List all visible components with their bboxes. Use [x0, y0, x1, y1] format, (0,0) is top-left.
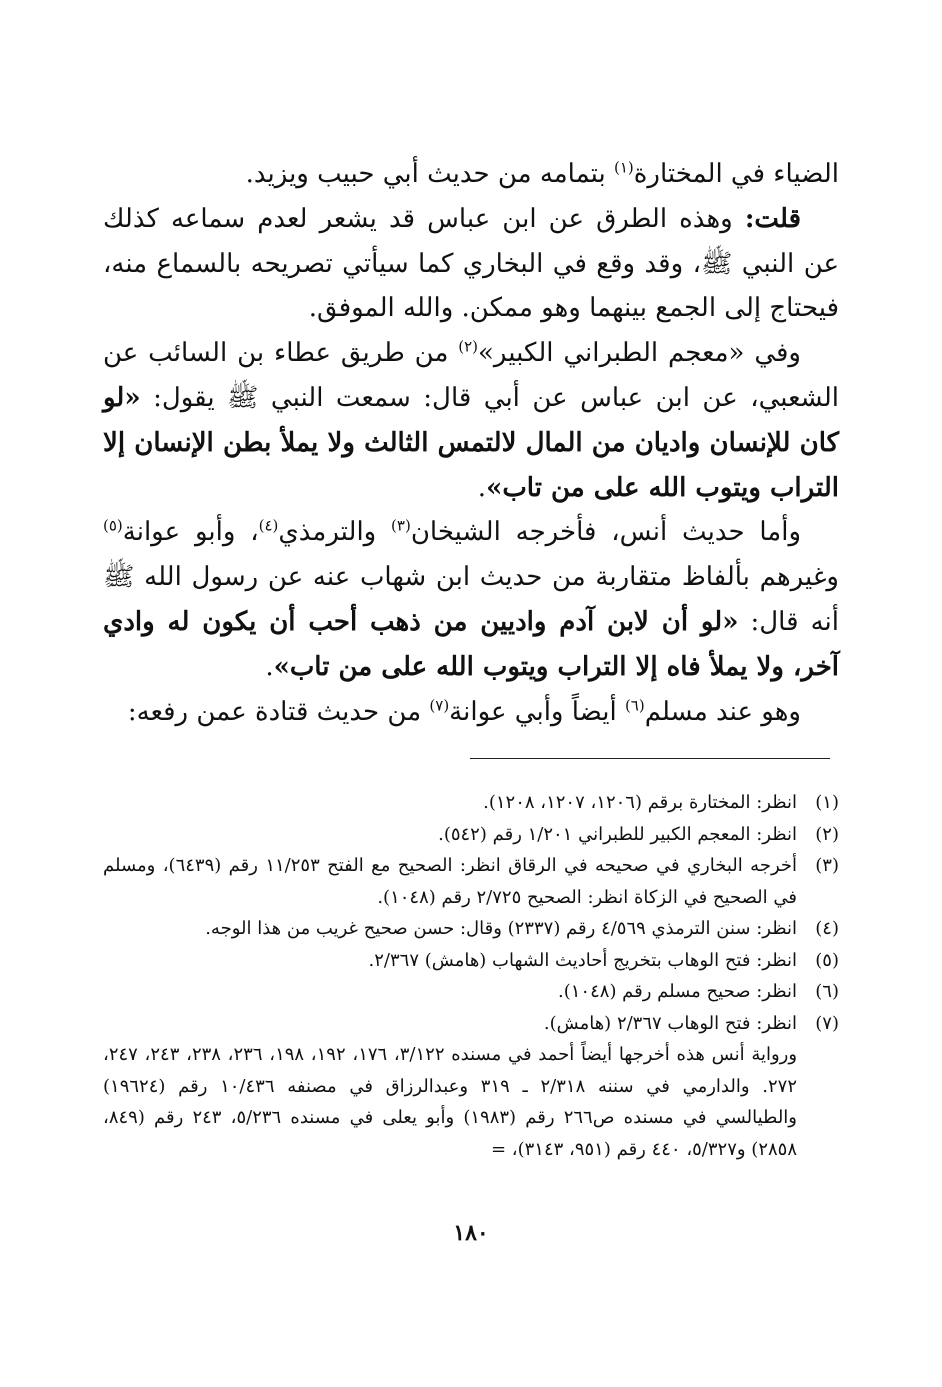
footnote-ref-7: (٧) — [429, 695, 450, 714]
footnote-number: (٣) — [815, 855, 839, 876]
text-run: من طريق عطاء بن السائب عن الشعبي، عن ابن عباس عن أبي قال: سمعت النبي ﷺ يقول: — [103, 338, 839, 413]
footnote-5 — [103, 945, 839, 977]
footnote-number: (٤) — [815, 918, 839, 939]
text-run: وهذه الطرق عن ابن عباس قد يشعر لعدم سماعه كذلك عن النبي ﷺ، وقد وقع في البخاري كما سيأتي تصريحه بالسماع منه، فيحتاج إلى الجمع بينهما وهو ممكن. والله الموفق. — [103, 203, 839, 324]
page-number: ١٨٠ — [453, 1220, 489, 1246]
paragraph-5 — [103, 690, 839, 735]
footnote-continuation: ورواية أنس هذه أخرجها أيضاً أحمد في مسنده ٣/١٢٢، ١٧٦، ١٩٢، ١٩٨، ٢٣٦، ٢٣٨، ٢٤٣، ٢٤٧، ٢٧٢. والدارمي في سننه ٢/٣١٨ ـ ٣١٩ وعبدالرزاق في مصنفه ١٠/٤٣٦ رقم (١٩٦٢٤) والطيالسي في مسنده ص٢٦٦ رقم (١٩٨٣) وأبو يعلى في مسنده ٥/٢٣٦، ٢٤٣ رقم (٨٤٩، ٢٨٥٨) و٥/٣٢٧، ٤٤٠ رقم (٩٥١، ٣١٤٣)، = — [103, 1044, 798, 1160]
footnote-6 — [103, 976, 839, 1008]
footnote-ref-6: (٦) — [624, 695, 645, 714]
footnote-ref-1: (١) — [613, 158, 634, 177]
paragraph-1 — [103, 152, 839, 197]
main-text — [103, 152, 839, 734]
footnote-number: (١) — [815, 792, 839, 813]
footnote-number: (٥) — [815, 949, 839, 971]
footnote-text: انظر: المختارة برقم (١٢٠٦، ١٢٠٧، ١٢٠٨). — [483, 792, 797, 813]
footnote-ref-5: (٥) — [103, 516, 123, 535]
hadith-quote: «لو أن لابن آدم واديين من ذهب أحب أن يكون له وادي آخر، ولا يملأ فاه إلا التراب ويتوب الله على من تاب» — [103, 606, 839, 682]
footnote-ref-4: (٤) — [258, 516, 279, 535]
footnote-number: (٧) — [815, 1012, 839, 1034]
bold-label-qult: قلت: — [744, 203, 801, 234]
footnote-1 — [103, 787, 839, 819]
text-run: والترمذي — [278, 517, 392, 548]
text-run: . — [265, 651, 274, 682]
text-run: وفي «معجم الطبراني الكبير» — [478, 338, 801, 369]
text-run: وهو عند مسلم — [644, 696, 801, 727]
footnote-ref-2: (٢) — [458, 337, 479, 356]
footnotes — [103, 787, 839, 1165]
footnote-2 — [103, 819, 839, 851]
text-run: أيضاً وأبي عوانة — [449, 696, 625, 727]
text-run: وغيرهم بألفاظ متقاربة من حديث ابن شهاب عنه عن رسول الله ﷺ أنه قال: — [103, 562, 839, 637]
footnote-text: انظر: صحيح مسلم رقم (١٠٤٨). — [558, 981, 797, 1002]
footnote-text: انظر: فتح الوهاب بتخريج أحاديث الشهاب (هامش) ٢/٣٦٧. — [368, 949, 797, 971]
paragraph-2 — [103, 197, 839, 331]
text-run: الضياء في المختارة — [633, 159, 839, 189]
footnote-4 — [103, 913, 839, 945]
footnote-divider — [470, 758, 830, 759]
footnote-text: أخرجه البخاري في صحيحه في الرقاق انظر: الصحيح مع الفتح ١١/٢٥٣ رقم (٦٤٣٩)، ومسلم في الصحيح في الزكاة انظر: الصحيح ٢/٧٢٥ رقم (١٠٤٨). — [103, 855, 797, 908]
footnote-number: (٦) — [815, 981, 839, 1002]
footnote-text: انظر: المعجم الكبير للطبراني ١/٢٠١ رقم (٥٤٢). — [438, 823, 797, 845]
text-run: . — [477, 472, 487, 503]
footnote-number: (٢) — [815, 823, 839, 845]
footnote-text: انظر: فتح الوهاب ٢/٣٦٧ (هامش). — [543, 1012, 797, 1034]
text-run: ، وأبو عوانة — [122, 517, 259, 548]
text-run: من حديث قتادة عمن رفعه: — [127, 696, 430, 727]
paragraph-3 — [103, 331, 839, 510]
footnote-3 — [103, 850, 839, 913]
footnote-text: انظر: سنن الترمذي ٤/٥٦٩ رقم (٢٣٣٧) وقال: حسن صحيح غريب من هذا الوجه. — [205, 918, 797, 939]
text-run: وأما حديث أنس، فأخرجه الشيخان — [410, 517, 801, 548]
hadith-quote: «لو كان للإنسان واديان من المال لالتمس الثالث ولا يملأ بطن الإنسان إلا التراب ويتوب الله على من تاب» — [103, 382, 839, 503]
paragraph-4 — [103, 510, 839, 689]
footnote-7 — [103, 1008, 839, 1040]
footnote-ref-3: (٣) — [391, 516, 411, 535]
text-run: بتمامه من حديث أبي حبيب ويزيد. — [245, 159, 614, 189]
